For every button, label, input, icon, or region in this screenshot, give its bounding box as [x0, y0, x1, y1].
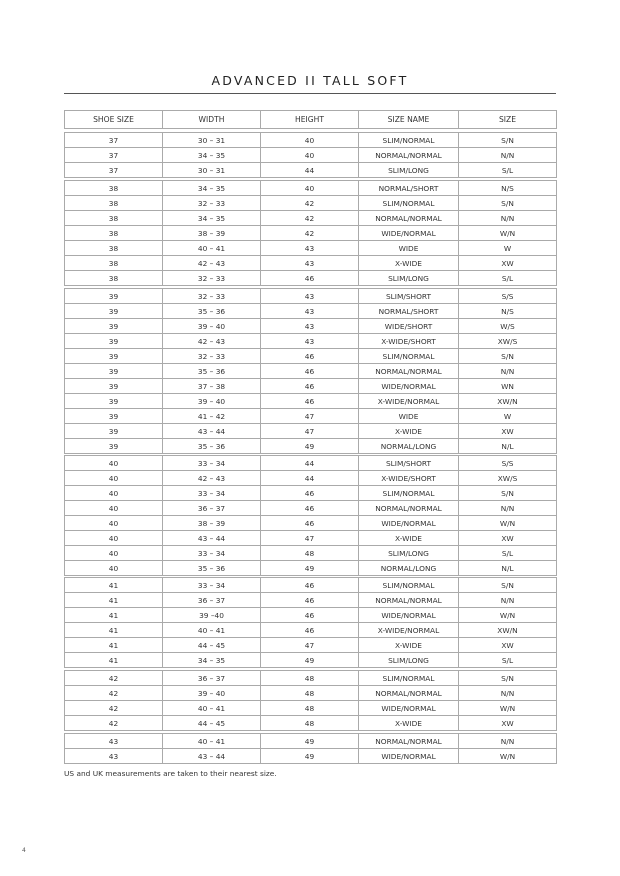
- cell-size: S/N: [459, 671, 557, 686]
- cell-width: 32 – 33: [163, 196, 261, 211]
- cell-size-name: NORMAL/NORMAL: [359, 148, 459, 163]
- cell-size-name: SLIM/LONG: [359, 653, 459, 668]
- cell-width: 38 – 39: [163, 516, 261, 531]
- table-row: [65, 304, 557, 319]
- table-row: [65, 364, 557, 379]
- cell-height: 40: [261, 181, 359, 196]
- cell-height: 49: [261, 439, 359, 454]
- cell-width: 39 –40: [163, 608, 261, 623]
- table-row: [65, 241, 557, 256]
- cell-width: 43 – 44: [163, 531, 261, 546]
- cell-shoe-size: 40: [65, 561, 163, 576]
- cell-height: 49: [261, 561, 359, 576]
- cell-height: 43: [261, 304, 359, 319]
- cell-size: W/S: [459, 319, 557, 334]
- cell-height: 46: [261, 593, 359, 608]
- size-group-table: [64, 132, 557, 178]
- cell-size-name: SLIM/LONG: [359, 271, 459, 286]
- cell-shoe-size: 40: [65, 531, 163, 546]
- cell-size: S/L: [459, 546, 557, 561]
- cell-size-name: SLIM/NORMAL: [359, 578, 459, 593]
- cell-height: 40: [261, 148, 359, 163]
- cell-width: 42 – 43: [163, 471, 261, 486]
- cell-width: 35 – 36: [163, 561, 261, 576]
- cell-size-name: SLIM/LONG: [359, 546, 459, 561]
- cell-size: N/N: [459, 593, 557, 608]
- header-shoe-size: SHOE SIZE: [65, 111, 163, 129]
- table-row: [65, 716, 557, 731]
- header-size-name: SIZE NAME: [359, 111, 459, 129]
- cell-shoe-size: 38: [65, 211, 163, 226]
- cell-width: 32 – 33: [163, 349, 261, 364]
- cell-width: 39 – 40: [163, 319, 261, 334]
- cell-height: 46: [261, 578, 359, 593]
- cell-width: 36 – 37: [163, 593, 261, 608]
- table-row: [65, 546, 557, 561]
- cell-shoe-size: 41: [65, 653, 163, 668]
- cell-size-name: X-WIDE: [359, 531, 459, 546]
- cell-height: 46: [261, 501, 359, 516]
- cell-height: 48: [261, 716, 359, 731]
- cell-width: 33 – 34: [163, 546, 261, 561]
- cell-width: 39 – 40: [163, 686, 261, 701]
- cell-height: 43: [261, 319, 359, 334]
- cell-width: 34 – 35: [163, 211, 261, 226]
- cell-size-name: NORMAL/NORMAL: [359, 211, 459, 226]
- cell-size-name: SLIM/LONG: [359, 163, 459, 178]
- cell-shoe-size: 40: [65, 546, 163, 561]
- cell-width: 40 – 41: [163, 241, 261, 256]
- cell-shoe-size: 37: [65, 148, 163, 163]
- cell-width: 35 – 36: [163, 304, 261, 319]
- table-row: [65, 271, 557, 286]
- cell-height: 43: [261, 256, 359, 271]
- cell-width: 41 – 42: [163, 409, 261, 424]
- footnote: US and UK measurements are taken to their nearest size.: [64, 769, 277, 778]
- table-row: [65, 686, 557, 701]
- cell-shoe-size: 39: [65, 304, 163, 319]
- cell-size-name: NORMAL/SHORT: [359, 304, 459, 319]
- cell-shoe-size: 41: [65, 623, 163, 638]
- size-group-table: [64, 288, 557, 454]
- cell-height: 42: [261, 196, 359, 211]
- cell-shoe-size: 39: [65, 334, 163, 349]
- table-row: [65, 671, 557, 686]
- cell-width: 32 – 33: [163, 271, 261, 286]
- cell-height: 49: [261, 749, 359, 764]
- cell-size-name: WIDE/NORMAL: [359, 749, 459, 764]
- cell-size: S/N: [459, 133, 557, 148]
- cell-height: 42: [261, 226, 359, 241]
- cell-size-name: WIDE: [359, 241, 459, 256]
- table-row: [65, 439, 557, 454]
- table-row: [65, 334, 557, 349]
- cell-shoe-size: 39: [65, 409, 163, 424]
- page-title: ADVANCED II TALL SOFT: [211, 73, 409, 88]
- cell-size: XW: [459, 716, 557, 731]
- table-row: [65, 379, 557, 394]
- table-row: [65, 349, 557, 364]
- cell-size-name: NORMAL/LONG: [359, 561, 459, 576]
- cell-shoe-size: 38: [65, 271, 163, 286]
- cell-shoe-size: 39: [65, 424, 163, 439]
- cell-size-name: NORMAL/SHORT: [359, 181, 459, 196]
- table-row: [65, 486, 557, 501]
- cell-width: 30 – 31: [163, 133, 261, 148]
- cell-height: 44: [261, 456, 359, 471]
- table-row: [65, 424, 557, 439]
- cell-size-name: X-WIDE: [359, 424, 459, 439]
- cell-height: 47: [261, 531, 359, 546]
- cell-size: W/N: [459, 701, 557, 716]
- cell-size: S/L: [459, 163, 557, 178]
- cell-shoe-size: 43: [65, 749, 163, 764]
- cell-height: 43: [261, 289, 359, 304]
- cell-size: N/N: [459, 211, 557, 226]
- cell-size-name: NORMAL/NORMAL: [359, 501, 459, 516]
- header-height: HEIGHT: [261, 111, 359, 129]
- table-row: [65, 409, 557, 424]
- cell-width: 34 – 35: [163, 148, 261, 163]
- table-row: [65, 749, 557, 764]
- cell-width: 36 – 37: [163, 501, 261, 516]
- cell-shoe-size: 41: [65, 638, 163, 653]
- cell-height: 46: [261, 623, 359, 638]
- cell-size-name: WIDE/NORMAL: [359, 379, 459, 394]
- cell-shoe-size: 42: [65, 671, 163, 686]
- table-row: [65, 578, 557, 593]
- cell-shoe-size: 40: [65, 471, 163, 486]
- size-group-table: [64, 670, 557, 731]
- cell-size-name: SLIM/NORMAL: [359, 486, 459, 501]
- cell-shoe-size: 39: [65, 364, 163, 379]
- cell-width: 30 – 31: [163, 163, 261, 178]
- cell-shoe-size: 42: [65, 686, 163, 701]
- cell-size: XW: [459, 531, 557, 546]
- cell-shoe-size: 40: [65, 486, 163, 501]
- cell-size: S/N: [459, 578, 557, 593]
- cell-width: 44 – 45: [163, 638, 261, 653]
- table-row: [65, 289, 557, 304]
- cell-height: 46: [261, 271, 359, 286]
- cell-width: 33 – 34: [163, 456, 261, 471]
- cell-size: XW/S: [459, 471, 557, 486]
- cell-shoe-size: 39: [65, 439, 163, 454]
- cell-size: XW: [459, 638, 557, 653]
- cell-height: 48: [261, 701, 359, 716]
- cell-height: 40: [261, 133, 359, 148]
- cell-shoe-size: 38: [65, 196, 163, 211]
- title-divider: [64, 93, 556, 94]
- header-row: [65, 111, 557, 129]
- cell-height: 42: [261, 211, 359, 226]
- cell-shoe-size: 39: [65, 289, 163, 304]
- cell-size: XW/N: [459, 394, 557, 409]
- cell-shoe-size: 41: [65, 578, 163, 593]
- table-row: [65, 638, 557, 653]
- cell-size-name: WIDE/NORMAL: [359, 701, 459, 716]
- cell-height: 47: [261, 424, 359, 439]
- table-row: [65, 181, 557, 196]
- cell-height: 49: [261, 653, 359, 668]
- cell-size-name: SLIM/NORMAL: [359, 196, 459, 211]
- cell-height: 48: [261, 671, 359, 686]
- cell-shoe-size: 43: [65, 734, 163, 749]
- cell-height: 48: [261, 686, 359, 701]
- header-size: SIZE: [459, 111, 557, 129]
- cell-height: 47: [261, 409, 359, 424]
- cell-width: 43 – 44: [163, 424, 261, 439]
- cell-size: S/N: [459, 196, 557, 211]
- cell-size-name: X-WIDE/SHORT: [359, 334, 459, 349]
- cell-size-name: NORMAL/NORMAL: [359, 734, 459, 749]
- table-row: [65, 531, 557, 546]
- cell-shoe-size: 39: [65, 394, 163, 409]
- table-row: [65, 256, 557, 271]
- cell-size-name: X-WIDE: [359, 256, 459, 271]
- cell-height: 46: [261, 486, 359, 501]
- cell-size: N/L: [459, 439, 557, 454]
- cell-size-name: NORMAL/NORMAL: [359, 593, 459, 608]
- cell-height: 47: [261, 638, 359, 653]
- cell-width: 44 – 45: [163, 716, 261, 731]
- cell-size-name: SLIM/NORMAL: [359, 671, 459, 686]
- table-row: [65, 394, 557, 409]
- size-table-header: [64, 110, 557, 129]
- table-row: [65, 623, 557, 638]
- cell-size: S/L: [459, 653, 557, 668]
- size-group-table: [64, 577, 557, 668]
- cell-height: 48: [261, 546, 359, 561]
- cell-size: N/N: [459, 364, 557, 379]
- cell-size: S/N: [459, 349, 557, 364]
- cell-height: 46: [261, 608, 359, 623]
- table-row: [65, 196, 557, 211]
- cell-shoe-size: 42: [65, 716, 163, 731]
- cell-shoe-size: 38: [65, 241, 163, 256]
- table-row: [65, 501, 557, 516]
- cell-size: N/N: [459, 734, 557, 749]
- cell-size-name: WIDE/NORMAL: [359, 226, 459, 241]
- cell-width: 39 – 40: [163, 394, 261, 409]
- cell-width: 36 – 37: [163, 671, 261, 686]
- cell-height: 43: [261, 241, 359, 256]
- table-row: [65, 133, 557, 148]
- cell-width: 34 – 35: [163, 653, 261, 668]
- table-row: [65, 516, 557, 531]
- table-row: [65, 653, 557, 668]
- cell-shoe-size: 38: [65, 226, 163, 241]
- cell-width: 35 – 36: [163, 439, 261, 454]
- cell-shoe-size: 40: [65, 456, 163, 471]
- cell-shoe-size: 39: [65, 349, 163, 364]
- cell-height: 46: [261, 516, 359, 531]
- size-group-table: [64, 733, 557, 764]
- cell-shoe-size: 39: [65, 319, 163, 334]
- cell-size: W: [459, 241, 557, 256]
- cell-shoe-size: 42: [65, 701, 163, 716]
- table-row: [65, 226, 557, 241]
- cell-width: 33 – 34: [163, 578, 261, 593]
- cell-size-name: NORMAL/NORMAL: [359, 364, 459, 379]
- size-group-table: [64, 180, 557, 286]
- page-number: 4: [22, 847, 26, 854]
- cell-size-name: NORMAL/LONG: [359, 439, 459, 454]
- cell-size: XW/S: [459, 334, 557, 349]
- table-row: [65, 471, 557, 486]
- cell-size: W: [459, 409, 557, 424]
- table-row: [65, 608, 557, 623]
- cell-size-name: X-WIDE/NORMAL: [359, 394, 459, 409]
- cell-shoe-size: 37: [65, 133, 163, 148]
- cell-size-name: X-WIDE: [359, 716, 459, 731]
- cell-size: N/S: [459, 181, 557, 196]
- cell-width: 34 – 35: [163, 181, 261, 196]
- cell-height: 43: [261, 334, 359, 349]
- cell-size: W/N: [459, 226, 557, 241]
- cell-size-name: SLIM/SHORT: [359, 456, 459, 471]
- cell-width: 42 – 43: [163, 334, 261, 349]
- cell-size-name: SLIM/NORMAL: [359, 349, 459, 364]
- cell-size: W/N: [459, 516, 557, 531]
- cell-width: 40 – 41: [163, 623, 261, 638]
- cell-shoe-size: 37: [65, 163, 163, 178]
- cell-size-name: WIDE/SHORT: [359, 319, 459, 334]
- cell-shoe-size: 39: [65, 379, 163, 394]
- cell-size-name: X-WIDE/SHORT: [359, 471, 459, 486]
- table-row: [65, 593, 557, 608]
- table-row: [65, 319, 557, 334]
- cell-height: 46: [261, 394, 359, 409]
- cell-size: XW: [459, 424, 557, 439]
- cell-width: 40 – 41: [163, 734, 261, 749]
- cell-size-name: X-WIDE: [359, 638, 459, 653]
- cell-size: WN: [459, 379, 557, 394]
- cell-size-name: WIDE: [359, 409, 459, 424]
- cell-height: 44: [261, 163, 359, 178]
- cell-size-name: NORMAL/NORMAL: [359, 686, 459, 701]
- cell-shoe-size: 41: [65, 608, 163, 623]
- cell-size: S/N: [459, 486, 557, 501]
- cell-width: 35 – 36: [163, 364, 261, 379]
- table-row: [65, 701, 557, 716]
- cell-width: 42 – 43: [163, 256, 261, 271]
- cell-height: 44: [261, 471, 359, 486]
- cell-size: S/L: [459, 271, 557, 286]
- cell-width: 32 – 33: [163, 289, 261, 304]
- cell-size: XW/N: [459, 623, 557, 638]
- cell-size-name: X-WIDE/NORMAL: [359, 623, 459, 638]
- cell-size: XW: [459, 256, 557, 271]
- cell-size: S/S: [459, 289, 557, 304]
- cell-width: 37 – 38: [163, 379, 261, 394]
- cell-height: 46: [261, 364, 359, 379]
- table-row: [65, 163, 557, 178]
- cell-width: 33 – 34: [163, 486, 261, 501]
- cell-height: 46: [261, 349, 359, 364]
- cell-size: N/L: [459, 561, 557, 576]
- cell-size-name: SLIM/NORMAL: [359, 133, 459, 148]
- cell-size: N/N: [459, 501, 557, 516]
- cell-height: 49: [261, 734, 359, 749]
- cell-shoe-size: 41: [65, 593, 163, 608]
- cell-shoe-size: 40: [65, 501, 163, 516]
- cell-size-name: WIDE/NORMAL: [359, 608, 459, 623]
- cell-size: W/N: [459, 608, 557, 623]
- cell-size: N/N: [459, 686, 557, 701]
- cell-size: N/N: [459, 148, 557, 163]
- cell-size: S/S: [459, 456, 557, 471]
- cell-shoe-size: 38: [65, 256, 163, 271]
- cell-height: 46: [261, 379, 359, 394]
- cell-size-name: WIDE/NORMAL: [359, 516, 459, 531]
- cell-width: 40 – 41: [163, 701, 261, 716]
- table-row: [65, 211, 557, 226]
- cell-shoe-size: 40: [65, 516, 163, 531]
- cell-shoe-size: 38: [65, 181, 163, 196]
- cell-width: 43 – 44: [163, 749, 261, 764]
- size-group-table: [64, 455, 557, 576]
- table-row: [65, 561, 557, 576]
- table-row: [65, 734, 557, 749]
- cell-width: 38 – 39: [163, 226, 261, 241]
- table-row: [65, 456, 557, 471]
- table-row: [65, 148, 557, 163]
- header-width: WIDTH: [163, 111, 261, 129]
- cell-size-name: SLIM/SHORT: [359, 289, 459, 304]
- cell-size: W/N: [459, 749, 557, 764]
- cell-size: N/S: [459, 304, 557, 319]
